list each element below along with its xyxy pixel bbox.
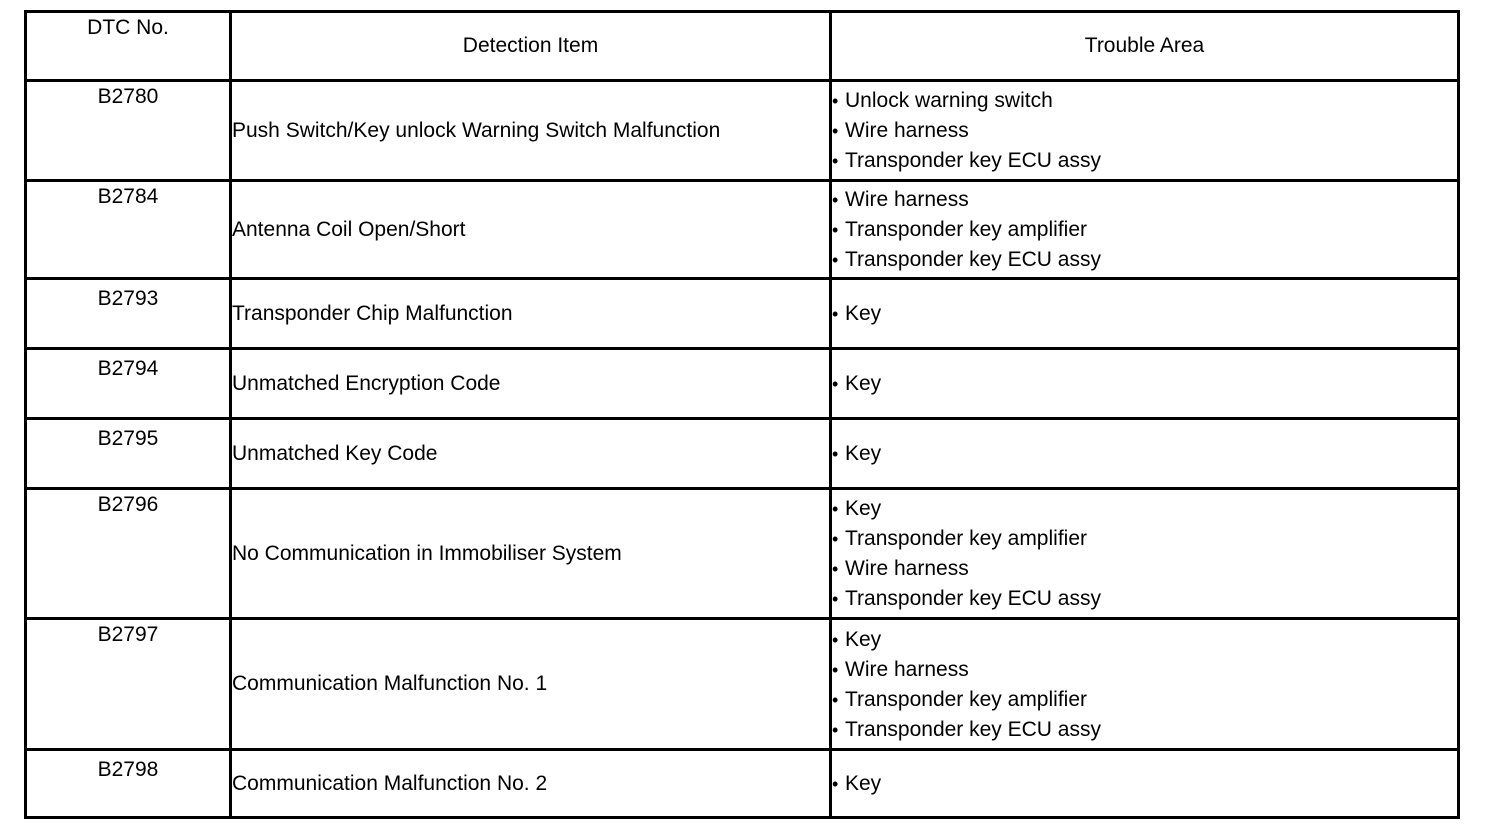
trouble-area-item: • Transponder key amplifier — [832, 524, 1457, 554]
trouble-area-item: • Key — [832, 494, 1457, 524]
trouble-area — [831, 489, 1459, 619]
header-dtc-no: DTC No. — [26, 12, 231, 81]
trouble-area-list — [832, 182, 1457, 277]
trouble-area — [831, 181, 1459, 279]
detection-item: Push Switch/Key unlock Warning Switch Malfunction — [231, 81, 831, 181]
dtc-code: B2795 — [26, 419, 231, 489]
table-row — [26, 181, 1459, 279]
dtc-code: B2794 — [26, 349, 231, 419]
table-row — [26, 349, 1459, 419]
trouble-area-item: • Unlock warning switch — [832, 86, 1457, 116]
detection-item: Antenna Coil Open/Short — [231, 181, 831, 279]
trouble-area — [831, 279, 1459, 349]
table-row — [26, 489, 1459, 619]
table-row — [26, 419, 1459, 489]
dtc-code: B2796 — [26, 489, 231, 619]
trouble-area-item: • Transponder key ECU assy — [832, 584, 1457, 614]
table-row — [26, 279, 1459, 349]
header-detection-item: Detection Item — [231, 12, 831, 81]
trouble-area — [831, 419, 1459, 489]
detection-item: Transponder Chip Malfunction — [231, 279, 831, 349]
trouble-area-list — [832, 766, 1457, 801]
trouble-area-item: • Key — [832, 439, 1457, 469]
trouble-area-item: • Key — [832, 625, 1457, 655]
trouble-area-item: • Wire harness — [832, 655, 1457, 685]
trouble-area-item: • Wire harness — [832, 185, 1457, 215]
trouble-area — [831, 349, 1459, 419]
table-body — [26, 81, 1459, 818]
detection-item: Unmatched Key Code — [231, 419, 831, 489]
trouble-area — [831, 619, 1459, 750]
table-row — [26, 81, 1459, 181]
trouble-area-list — [832, 366, 1457, 401]
trouble-area-item: • Key — [832, 299, 1457, 329]
table-row — [26, 619, 1459, 750]
header-trouble-area: Trouble Area — [831, 12, 1459, 81]
trouble-area-list — [832, 622, 1457, 747]
detection-item: Communication Malfunction No. 1 — [231, 619, 831, 750]
detection-item: Unmatched Encryption Code — [231, 349, 831, 419]
trouble-area-item: • Key — [832, 369, 1457, 399]
dtc-table — [24, 10, 1460, 819]
trouble-area-item: • Key — [832, 769, 1457, 799]
trouble-area-item: • Transponder key amplifier — [832, 685, 1457, 715]
trouble-area-item: • Transponder key ECU assy — [832, 715, 1457, 745]
trouble-area-item: • Transponder key ECU assy — [832, 245, 1457, 275]
dtc-code: B2780 — [26, 81, 231, 181]
trouble-area-item: • Wire harness — [832, 116, 1457, 146]
dtc-code: B2784 — [26, 181, 231, 279]
trouble-area-item: • Wire harness — [832, 554, 1457, 584]
trouble-area-list — [832, 436, 1457, 471]
trouble-area — [831, 81, 1459, 181]
detection-item: No Communication in Immobiliser System — [231, 489, 831, 619]
trouble-area-item: • Transponder key ECU assy — [832, 146, 1457, 176]
trouble-area-list — [832, 83, 1457, 178]
dtc-code: B2797 — [26, 619, 231, 750]
dtc-code: B2798 — [26, 750, 231, 818]
header-row — [26, 12, 1459, 81]
trouble-area-list — [832, 296, 1457, 331]
trouble-area — [831, 750, 1459, 818]
table-row — [26, 750, 1459, 818]
dtc-code: B2793 — [26, 279, 231, 349]
detection-item: Communication Malfunction No. 2 — [231, 750, 831, 818]
trouble-area-item: • Transponder key amplifier — [832, 215, 1457, 245]
trouble-area-list — [832, 491, 1457, 616]
